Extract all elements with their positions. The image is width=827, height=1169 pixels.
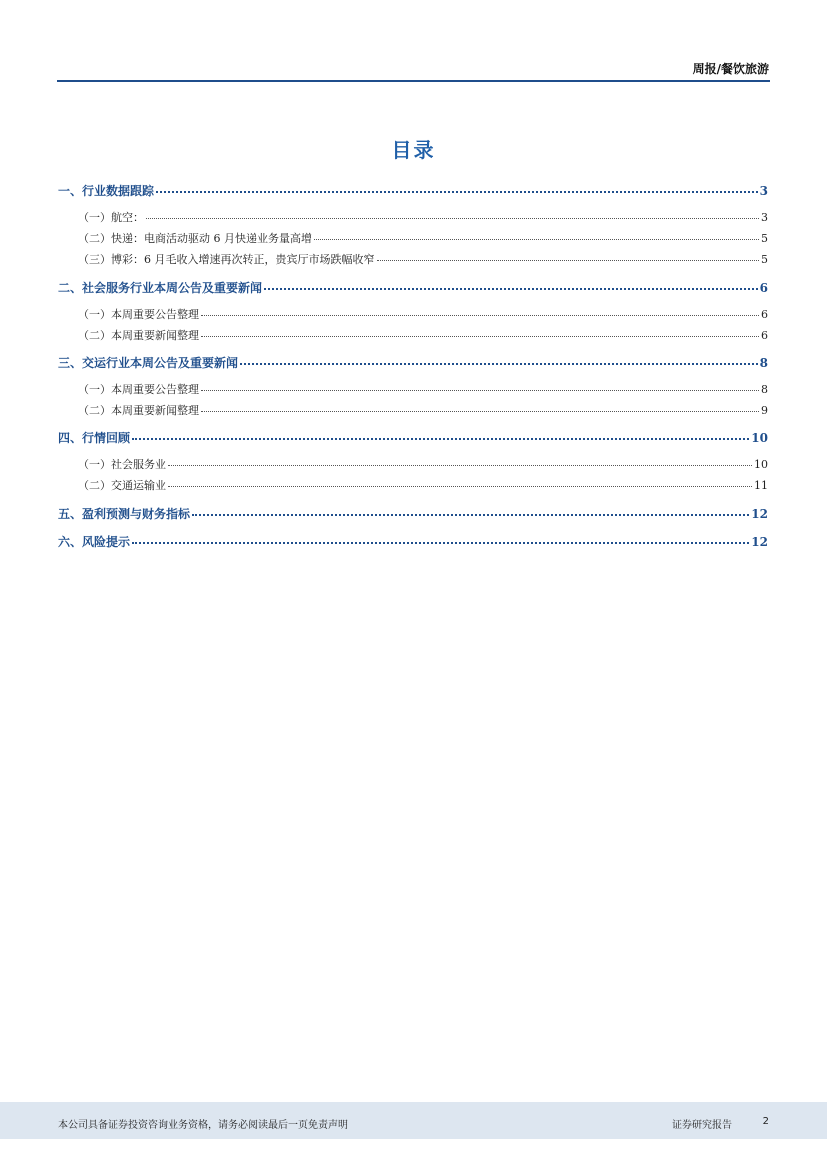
toc-dot-leader [192, 513, 749, 516]
toc-section-entry[interactable] [58, 279, 768, 296]
toc-entry-page: 10 [751, 431, 768, 445]
toc-entry-page: 11 [754, 479, 768, 492]
page-header-tag: 周报/餐饮旅游 [692, 62, 769, 76]
page-footer [0, 1102, 827, 1139]
toc-entry-page: 5 [761, 253, 768, 266]
toc-section-entry[interactable] [58, 429, 768, 446]
toc-entry-label: 一、行业数据跟踪 [58, 184, 155, 198]
toc-section-entry[interactable] [58, 533, 768, 550]
toc-entry-page: 9 [761, 404, 768, 417]
toc-entry-page: 3 [761, 211, 768, 224]
toc-entry-page: 12 [751, 507, 768, 521]
toc-dot-leader [146, 217, 759, 219]
toc-entry-label: 三、交运行业本周公告及重要新闻 [58, 356, 239, 370]
toc-entry-page: 6 [761, 308, 768, 321]
toc-subsection-entry[interactable] [58, 477, 768, 493]
toc-entry-label: 五、盈利预测与财务指标 [58, 507, 191, 521]
footer-brand: 证券研究报告 [672, 1120, 732, 1131]
toc-entry-label: （二）快递：电商活动驱动 6 月快递业务量高增 [78, 232, 312, 245]
toc-subsection-entry[interactable] [58, 209, 768, 225]
toc-entry-page: 6 [759, 281, 768, 295]
footer-page-number: 2 [762, 1116, 769, 1127]
toc-section-entry[interactable] [58, 182, 768, 199]
toc-dot-leader [201, 410, 759, 412]
toc-dot-leader [240, 362, 758, 365]
toc-dot-leader [314, 238, 759, 240]
toc-entry-page: 8 [759, 356, 768, 370]
toc-dot-leader [168, 485, 752, 487]
toc-subsection-entry[interactable] [58, 251, 768, 267]
toc-entry-label: （二）交通运输业 [78, 479, 166, 492]
toc-dot-leader [156, 190, 758, 193]
toc-dot-leader [132, 437, 749, 440]
toc-dot-leader [264, 287, 758, 290]
toc-entry-label: 六、风险提示 [58, 535, 131, 549]
toc-entry-label: （三）博彩：6 月毛收入增速再次转正，贵宾厅市场跌幅收窄 [78, 253, 375, 266]
toc-dot-leader [377, 259, 760, 261]
header-rule [57, 80, 770, 82]
toc-entry-label: （二）本周重要新闻整理 [78, 329, 199, 342]
toc-title: 目录 [391, 138, 436, 162]
toc-entry-page: 8 [761, 383, 768, 396]
toc-subsection-entry[interactable] [58, 306, 768, 322]
toc-entry-page: 6 [761, 329, 768, 342]
toc-dot-leader [201, 314, 759, 316]
toc-entry-label: （一）社会服务业 [78, 458, 166, 471]
toc-dot-leader [168, 464, 752, 466]
toc-entry-page: 3 [759, 184, 768, 198]
toc-subsection-entry[interactable] [58, 327, 768, 343]
toc-entry-label: 二、社会服务行业本周公告及重要新闻 [58, 281, 263, 295]
toc-dot-leader [201, 389, 759, 391]
toc-entry-label: （二）本周重要新闻整理 [78, 404, 199, 417]
toc-entry-label: （一）本周重要公告整理 [78, 308, 199, 321]
toc-subsection-entry[interactable] [58, 402, 768, 418]
toc-entry-page: 12 [751, 535, 768, 549]
toc-dot-leader [201, 335, 759, 337]
toc-section-entry[interactable] [58, 505, 768, 522]
toc-subsection-entry[interactable] [58, 230, 768, 246]
footer-disclaimer: 本公司具备证券投资咨询业务资格，请务必阅读最后一页免责声明 [58, 1120, 348, 1131]
toc-subsection-entry[interactable] [58, 381, 768, 397]
toc-section-entry[interactable] [58, 354, 768, 371]
toc-entry-label: 四、行情回顾 [58, 431, 131, 445]
toc-entry-label: （一）航空： [78, 211, 144, 224]
toc-entry-page: 10 [754, 458, 768, 471]
toc-subsection-entry[interactable] [58, 456, 768, 472]
toc-entry-label: （一）本周重要公告整理 [78, 383, 199, 396]
toc-entry-page: 5 [761, 232, 768, 245]
toc-dot-leader [132, 541, 749, 544]
